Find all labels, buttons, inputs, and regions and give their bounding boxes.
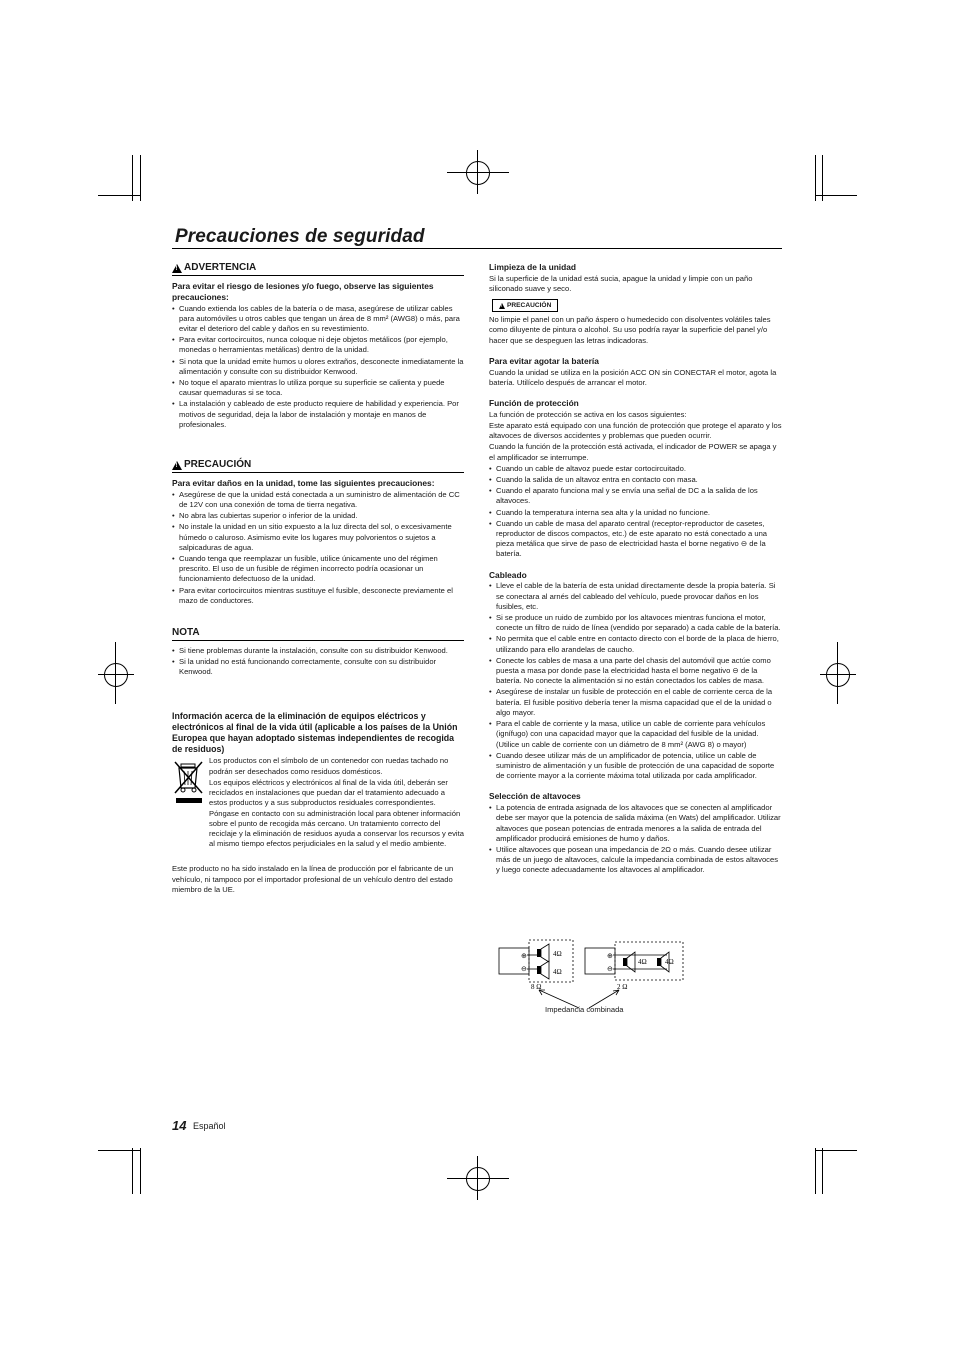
- weee-paragraph: Los productos con el símbolo de un contenedor con ruedas tachado no podrán ser desechados como residuos domésticos.: [209, 756, 449, 776]
- list-item: • Lleve el cable de la batería de esta unidad directamente desde la propia batería. Si se conectara al arnés del cableado del vehículo, puede provocar daños en los fusibles, etc.: [489, 581, 782, 612]
- list-item: • No toque el aparato mientras lo utiliza porque su superficie se calienta y puede causar quemaduras si se toca.: [172, 378, 464, 398]
- combined-impedance-left: 8 Ω: [531, 983, 542, 991]
- diagram-caption: Impedancia combinada: [545, 1005, 624, 1014]
- page-language: Español: [193, 1121, 226, 1131]
- list-item: • La instalación y cableado de este producto requiere de habilidad y experiencia. Por motivos de seguridad, deja la labor de instalación y montaje en manos de profesionales.: [172, 399, 464, 430]
- weee-heading: Información acerca de la eliminación de equipos eléctricos y electrónicos al final de la vida útil (aplicable a los países de la Unión Europea que hayan adoptado sistemas independientes de recogida de residuos): [172, 710, 458, 755]
- list-item: • Cuando tenga que reemplazar un fusible, utilice únicamente uno del régimen prescrito. El uso de un fusible de régimen incorrecto podría ocasionar un funcionamiento defectuoso de la unidad.: [172, 554, 464, 585]
- list-item: • Asegúrese de instalar un fusible de protección en el cable de corriente cerca de la batería. El fusible positivo debería tener la misma capacidad que el de la unidad o algo mayor.: [489, 687, 782, 718]
- left-column: [172, 262, 464, 896]
- cableado-list: [489, 581, 782, 781]
- precaucion-heading: [172, 459, 464, 473]
- crop-mark: [98, 195, 140, 196]
- crop-mark: [98, 1150, 140, 1151]
- cableado-heading: Cableado: [489, 569, 527, 580]
- advertencia-subheading: Para evitar el riesgo de lesiones y/o fuego, observe las siguientes precauciones:: [172, 281, 434, 302]
- altavoces-list: [489, 803, 782, 875]
- list-item: • Cuando extienda los cables de la batería o de masa, asegúrese de utilizar cables para automóviles u otros cables que tengan un área de 8 mm² (AWG8) o más, para evitar el deterioro del cable y daños en su revestimiento.: [172, 304, 464, 335]
- warning-icon: [172, 264, 182, 273]
- altavoces-heading: Selección de altavoces: [489, 791, 581, 802]
- warning-icon: [499, 303, 505, 309]
- list-item: • Para evitar cortocircuitos mientras sustituye el fusible, desconecte previamente el mazo de conductores.: [172, 586, 464, 606]
- weee-paragraph: Los equipos eléctricos y electrónicos al final de la vida útil, deberán ser reciclados en instalaciones que puedan dar el tratamiento adecuado a estos productos y a sus subproductos residuales correspondientes. Póngase en contacto con su administración local para obtener información sobre el punto de recogida más cercano. Un tratamiento correcto del reciclaje y la eliminación de residuos ayuda a conservar los recursos y evita al mismo tiempo efectos perjudiciales en la salud y el medio ambiente.: [209, 777, 464, 849]
- caution-label-text: PRECAUCIÓN: [507, 301, 552, 309]
- bateria-paragraph: Cuando la unidad se utiliza en la posición ACC ON sin CONECTAR el motor, agota la batería. Utilícelo después de arrancar el motor.: [489, 367, 777, 387]
- list-item: • La potencia de entrada asignada de los altavoces que se conecten al amplificador debe ser mayor que la potencia de salida máxima (en Wats) del amplificador. Utilizar altavoces que posean potencias de entrada menores a la salida de entrada del amplificador producirá emisiones de humo y daños.: [489, 803, 782, 844]
- proteccion-paragraph: Cuando la función de la protección está activada, el indicador de POWER se apaga y el amplificador se interrumpe.: [489, 442, 777, 462]
- list-item: • Cuando un cable de altavoz puede estar cortocircuitado.: [489, 464, 782, 474]
- bateria-heading: Para evitar agotar la batería: [489, 355, 599, 366]
- nota-list: [172, 646, 464, 678]
- nota-heading-text: NOTA: [172, 627, 200, 639]
- crop-mark: [815, 195, 857, 196]
- list-item: • Cuando la salida de un altavoz entra en contacto con masa.: [489, 475, 782, 485]
- warning-icon: [172, 461, 182, 470]
- speaker-impedance-label: 4Ω: [665, 958, 674, 966]
- list-item: • Si nota que la unidad emite humos u olores extraños, desconecte inmediatamente la alimentación y consulte con su distribuidor Kenwood.: [172, 357, 464, 377]
- combined-impedance-right: 2 Ω: [617, 983, 628, 991]
- nota-heading: [172, 627, 464, 641]
- right-column: [489, 262, 782, 877]
- crop-mark: [140, 1148, 141, 1194]
- crop-mark: [815, 1150, 857, 1151]
- list-item: • Cuando desee utilizar más de un amplificador de potencia, utilice un cable de suministro de alimentación y un fusible de protección de una capacidad de soporte de corriente mayor a la corriente máxima total utilizada por cada amplificador.: [489, 751, 782, 782]
- caution-label: [492, 299, 558, 312]
- list-item: • Para el cable de corriente y la masa, utilice un cable de corriente para vehículos (ignífugo) con una capacidad mayor que la capacidad del fusible de la unidad. (Utilice un cable de corriente con un diámetro de 8 mm² (AWG 8) o mayor): [489, 719, 782, 750]
- series-connection-diagram: [499, 940, 573, 991]
- list-item: • Conecte los cables de masa a una parte del chasis del automóvil que actúe como puesta a masa por donde pase la electricidad hasta el borne negativo ⊖ de la batería. No conecte la alimentación si no están conectados los cables de masa.: [489, 656, 782, 687]
- weee-block: [172, 756, 464, 850]
- proteccion-list: [489, 464, 782, 560]
- precaucion-list: [172, 490, 464, 606]
- list-item: • Cuando el aparato funciona mal y se envía una señal de DC a la salida de los altavoces.: [489, 486, 782, 506]
- precaucion-heading-text: PRECAUCIÓN: [184, 459, 252, 471]
- crop-mark: [140, 155, 141, 201]
- list-item: • Si tiene problemas durante la instalación, consulte con su distribuidor Kenwood.: [172, 646, 464, 656]
- minus-terminal: ⊖: [521, 965, 527, 973]
- crop-mark: [822, 1148, 823, 1194]
- list-item: • Si se produce un ruido de zumbido por los altavoces mientras funciona el motor, conecte un filtro de ruido de línea (vendido por separado) a cada cable de la batería.: [489, 613, 782, 633]
- plus-terminal: ⊕: [521, 952, 527, 960]
- weee-footer: Este producto no ha sido instalado en la línea de producción por el fabricante de un vehículo, ni tampoco por el importador profesional de un vehículo dentro del estado miembro de la UE.: [172, 864, 454, 894]
- limpieza-heading: Limpieza de la unidad: [489, 262, 577, 272]
- list-item: • No permita que el cable entre en contacto directo con el borde de la placa de hierro, utilizando para ello arandelas de caucho.: [489, 634, 782, 654]
- speaker-impedance-label: 4Ω: [553, 950, 562, 958]
- crop-mark: [132, 1148, 133, 1194]
- speaker-impedance-label: 4Ω: [638, 958, 647, 966]
- list-item: • No abra las cubiertas superior o inferior de la unidad.: [172, 511, 464, 521]
- list-item: • Utilice altavoces que posean una impedancia de 2Ω o más. Cuando desee utilizar más de un juego de altavoces, calcule la impedancia combinada de estos altavoces y luego conecte adecuadamente los altavoces al amplificador.: [489, 845, 782, 876]
- title-rule: [172, 248, 782, 249]
- list-item: • Asegúrese de que la unidad está conectada a un suministro de alimentación de CC de 12V con una conexión de toma de tierra negativa.: [172, 490, 464, 510]
- advertencia-heading-text: ADVERTENCIA: [184, 262, 257, 273]
- list-item: • No instale la unidad en un sitio expuesto a la luz directa del sol, o excesivamente húmedo o caluroso. Asimismo evite los lugares muy polvorientos o sujetos a salpicaduras de agua.: [172, 522, 464, 553]
- list-item: • Si la unidad no está funcionando correctamente, consulte con su distribuidor Kenwood.: [172, 657, 464, 677]
- plus-terminal: ⊕: [607, 952, 613, 960]
- parallel-connection-diagram: [585, 942, 683, 991]
- limpieza-paragraph: Si la superficie de la unidad está sucia, apague la unidad y limpie con un paño siliconado suave y seco.: [489, 273, 753, 293]
- limpieza-paragraph: No limpie el panel con un paño áspero o humedecido con disolventes volátiles tales como diluyente de pintura o alcohol. Su uso podría rayar la superficie del panel y/o hacer que se despeguen las letras indicadoras.: [489, 315, 771, 345]
- page-number: 14: [172, 1118, 187, 1133]
- speaker-impedance-label: 4Ω: [553, 968, 562, 976]
- precaucion-subheading: Para evitar daños en la unidad, tome las siguientes precauciones:: [172, 478, 435, 489]
- page-title: Precauciones de seguridad: [175, 226, 425, 247]
- list-item: • Cuando un cable de masa del aparato central (receptor-reproductor de casetes, reproductor de discos compactos, etc.) de este aparato no está conectado a una pieza metálica que sirve de paso de electricidad hasta el borne negativo ⊖ de la batería.: [489, 519, 782, 560]
- list-item: • Cuando la temperatura interna sea alta y la unidad no funcione.: [489, 508, 782, 518]
- advertencia-list: [172, 304, 464, 430]
- crop-mark: [815, 1148, 816, 1194]
- list-item: • Para evitar cortocircuitos, nunca coloque ni deje objetos metálicos (por ejemplo, monedas o herramientas metálicas) dentro de la unidad.: [172, 335, 464, 355]
- minus-terminal: ⊖: [607, 965, 613, 973]
- impedance-diagram: [497, 938, 687, 1025]
- proteccion-paragraph: Este aparato está equipado con una función de protección que protege el aparato y los altavoces de diversos accidentes y problemas que pueden ocurrir.: [489, 421, 782, 441]
- proteccion-paragraph: La función de protección se activa en los casos siguientes:: [489, 409, 687, 419]
- crossed-bin-icon: [172, 756, 209, 850]
- advertencia-heading: [172, 262, 464, 276]
- proteccion-heading: Función de protección: [489, 398, 579, 409]
